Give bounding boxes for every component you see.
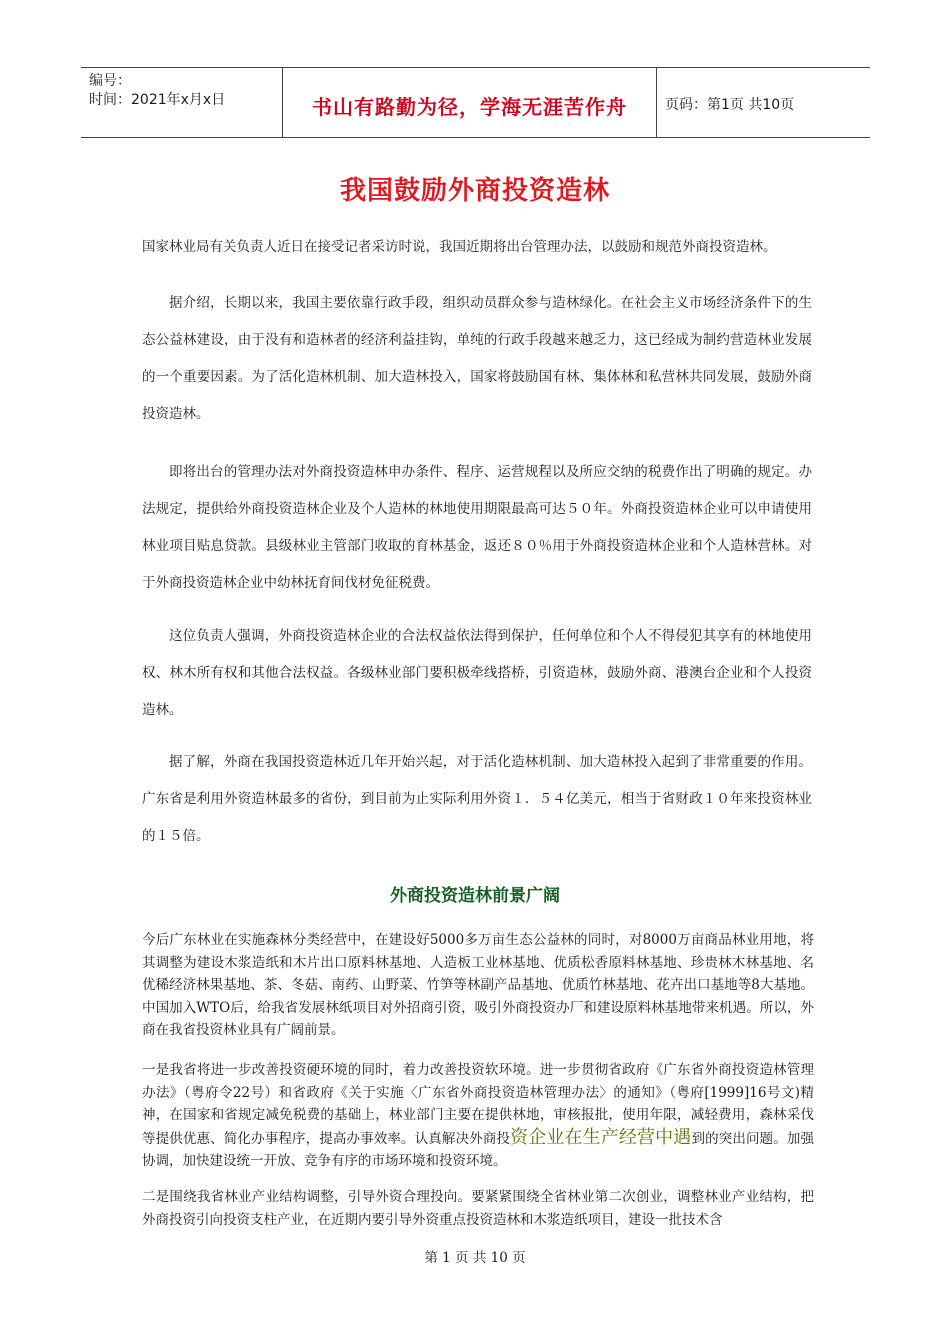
section-paragraph-first-measure: [142, 1059, 814, 1173]
header-motto-cell: [282, 68, 657, 137]
first-measure-text-end: 到的突出问题。加强协调，加快建设统一开放、竞争有序的市场环境和投资环境。: [142, 1130, 815, 1169]
paragraph-rights: 这位负责人强调，外商投资造林企业的合法权益依法得到保护，任何单位和个人不得侵犯其享有的林地使用权、林木所有权和其他合法权益。各级林业部门要积极牵线搭桥，引资造林，鼓励外商、港澳台企业和个人投资造林。: [142, 628, 812, 718]
paragraph-intro: 国家林业局有关负责人近日在接受记者采访时说，我国近期将出台管理办法，以鼓励和规范外商投资造林。: [142, 239, 777, 255]
paragraph-regulations: 即将出台的管理办法对外商投资造林申办条件、程序、运营规程以及所应交纳的税费作出了明确的规定。办法规定，提供给外商投资造林企业及个人造林的林地使用期限最高可达５０年。外商投资造林企业可以申请使用林业项目贴息贷款。县级林业主管部门收取的育林基金，返还８０％用于外商投资造林企业和个人造林营林。对于外商投资造林企业中幼林抚育间伐材免征税费。: [142, 464, 812, 591]
document-title: 我国鼓励外商投资造林: [339, 176, 610, 206]
section-title: 外商投资造林前景广阔: [390, 886, 560, 906]
page-header: [81, 67, 870, 138]
paragraph-guangdong: 据了解，外商在我国投资造林近几年开始兴起，对于活化造林机制、加大造林投入起到了非常重要的作用。广东省是利用外资造林最多的省份，到目前为止实际利用外资１．５４亿美元，相当于省财政１０年来投资林业的１５倍。: [142, 754, 812, 844]
document-number-label: 编号：: [89, 73, 131, 89]
header-page-info: 页码：第1页 共10页: [665, 97, 795, 113]
section-paragraph-second-measure: 二是围绕我省林业产业结构调整，引导外资合理投向。要紧紧围绕全省林业第二次创业，调整林业产业结构，把外商投资引向投资支柱产业，在近期内要引导外资重点投资造林和木浆造纸项目，建设一批技术含: [142, 1189, 814, 1228]
paragraph-background: 据介绍，长期以来，我国主要依靠行政手段，组织动员群众参与造林绿化。在社会主义市场经济条件下的生态公益林建设，由于没有和造林者的经济利益挂钩，单纯的行政手段越来越乏力，这已经成为制约营造林业发展的一个重要因素。为了活化造林机制、加大造林投入，国家将鼓励国有林、集体林和私营林共同发展，鼓励外商投资造林。: [142, 295, 812, 422]
section-paragraph-prospects: 今后广东林业在实施森林分类经营中，在建设好5000多万亩生态公益林的同时，对8000万亩商品林业用地，将其调整为建设木浆造纸和木片出口原料林基地、人造板工业林基地、优质松香原料林基地、珍贵林木林基地、名优稀经济林果基地、茶、冬菇、南药、山野菜、竹笋等林副产品基地、优质竹林基地、花卉出口基地等8大基地。中国加入WTO后，给我省发展林纸项目对外招商引资，吸引外商投资办厂和建设原料林基地带来机遇。所以，外商在我省投资林业具有广阔前景。: [142, 932, 814, 1038]
page-footer: 第 1 页 共 10 页: [424, 1250, 526, 1266]
first-measure-text: 一是我省将进一步改善投资硬环境的同时，着力改善投资软环境。进一步贯彻省政府《广东省外商投资造林管理办法》（粤府令22号）和省政府《关于实施〈广东省外商投资造林管理办法〉的通知》（粤府[1999]16号文)精神，在国家和省规定减免税费的基础上，林业部门主要在提供林地，审核报批，使用年限，减轻费用，森林采伐等提供优惠、简化办事程序，提高办事效率。认真解决外商投: [142, 1062, 814, 1147]
header-page-info-cell: [657, 68, 870, 137]
highlighted-phrase: 资企业在生产经营中遇: [510, 1126, 692, 1148]
header-left-cell: [81, 68, 282, 137]
header-motto: 书山有路勤为径，学海无涯苦作舟: [312, 95, 627, 119]
document-time-label: 时间：2021年x月x日: [89, 92, 226, 108]
